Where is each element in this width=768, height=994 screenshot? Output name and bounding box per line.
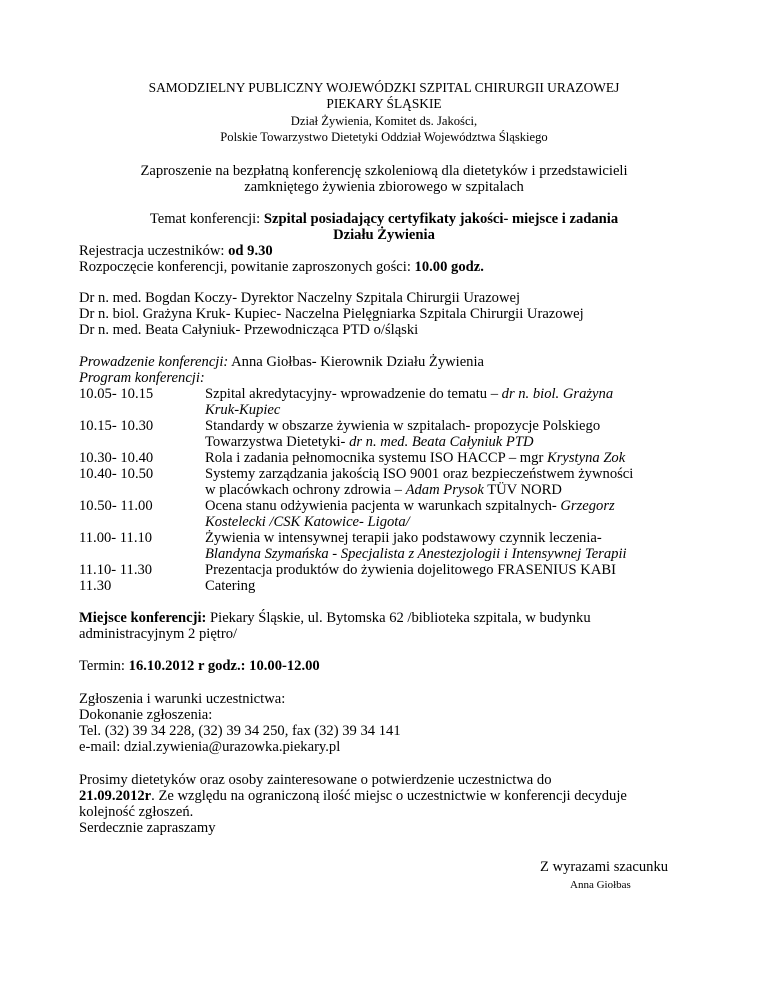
- program-time: 11.30: [79, 578, 112, 594]
- program-desc-cont: Kruk-Kupiec: [205, 402, 281, 418]
- invitation-line-2: zamkniętego żywienia zbiorowego w szpitalach: [244, 179, 524, 195]
- topic-line-2: Działu Żywienia: [333, 227, 435, 243]
- signature-name: Anna Giołbas: [570, 879, 631, 891]
- moderation-line: [79, 354, 484, 370]
- contact-subheading: Dokonanie zgłoszenia:: [79, 707, 213, 723]
- contact-email: e-mail: dzial.zywienia@urazowka.piekary.pl: [79, 739, 341, 755]
- program-time: 10.30- 10.40: [79, 450, 154, 466]
- start-line: [79, 259, 484, 275]
- invitation-line-1: Zaproszenie na bezpłatną konferencję szkoleniową dla dietetyków i przedstawicieli: [140, 163, 628, 179]
- program-desc: Catering: [205, 578, 256, 594]
- program-label: Program konferencji:: [79, 370, 205, 386]
- term-value: 16.10.2012 r godz.: 10.00-12.00: [128, 658, 320, 674]
- program-desc-cont: Towarzystwa Dietetyki- dr n. med. Beata Całyniuk PTD: [205, 434, 534, 450]
- program-desc: Żywienia w intensywnej terapii jako podstawowy czynnik leczenia-: [205, 530, 602, 546]
- contact-phone: Tel. (32) 39 34 228, (32) 39 34 250, fax (32) 39 34 141: [79, 723, 401, 739]
- closing-line-4: Serdecznie zapraszamy: [79, 820, 216, 836]
- start-label: Rozpoczęcie konferencji, powitanie zaproszonych gości:: [79, 259, 415, 275]
- term-label: Termin:: [79, 658, 129, 674]
- program-desc-cont: w placówkach ochrony zdrowia – Adam Prysok TÜV NORD: [205, 482, 562, 498]
- header-hospital-name: SAMODZIELNY PUBLICZNY WOJEWÓDZKI SZPITAL CHIRURGII URAZOWEJ: [148, 80, 620, 95]
- program-desc-cont: Kostelecki /CSK Katowice- Ligota/: [205, 514, 410, 530]
- program-time: 10.05- 10.15: [79, 386, 154, 402]
- start-value: 10.00 godz.: [414, 259, 484, 275]
- program-time: 11.10- 11.30: [79, 562, 153, 578]
- closing-line-2: 21.09.2012r. Ze względu na ograniczoną ilość miejsc o uczestnictwie w konferencji decyduje: [79, 788, 627, 804]
- program-desc: Prezentacja produktów do żywienia dojelitowego FRASENIUS KABI: [205, 562, 616, 578]
- header-city: PIEKARY ŚLĄSKIE: [326, 96, 442, 111]
- guest-line: Dr n. med. Beata Całyniuk- Przewodnicząca PTD o/śląski: [79, 322, 419, 338]
- program-time: 11.00- 11.10: [79, 530, 153, 546]
- venue-label: Miejsce konferencji:: [79, 610, 207, 626]
- deadline-date: 21.09.2012r: [79, 788, 152, 804]
- topic-line-1: [0, 211, 768, 227]
- venue-line-2: administracyjnym 2 piętro/: [79, 626, 238, 642]
- program-desc: Standardy w obszarze żywienia w szpitalach- propozycje Polskiego: [205, 418, 601, 434]
- registration-label: Rejestracja uczestników:: [79, 243, 229, 259]
- closing-line-3: kolejność zgłoszeń.: [79, 804, 194, 820]
- moderation-value: Anna Giołbas- Kierownik Działu Żywienia: [228, 354, 485, 370]
- program-time: 10.40- 10.50: [79, 466, 154, 482]
- moderation-label: Prowadzenie konferencji:: [79, 354, 229, 370]
- term-line: [79, 658, 320, 674]
- guest-line: Dr n. biol. Grażyna Kruk- Kupiec- Naczelna Pielęgniarka Szpitala Chirurgii Urazowej: [79, 306, 584, 322]
- program-time: 10.15- 10.30: [79, 418, 154, 434]
- program-desc: Rola i zadania pełnomocnika systemu ISO HACCP – mgr Krystyna Zok: [205, 450, 626, 466]
- header-society: Polskie Towarzystwo Dietetyki Oddział Województwa Śląskiego: [220, 130, 548, 144]
- program-desc: Szpital akredytacyjny- wprowadzenie do tematu – dr n. biol. Grażyna: [205, 386, 614, 402]
- program-desc-cont: Blandyna Szymańska - Specjalista z Anestezjologii i Intensywnej Terapii: [205, 546, 627, 562]
- contact-heading: Zgłoszenia i warunki uczestnictwa:: [79, 691, 286, 707]
- registration-value: od 9.30: [228, 243, 273, 259]
- program-desc: Ocena stanu odżywienia pacjenta w warunkach szpitalnych- Grzegorz: [205, 498, 615, 514]
- closing-line-1: Prosimy dietetyków oraz osoby zainteresowane o potwierdzenie uczestnictwa do: [79, 772, 552, 788]
- venue-line-1: Miejsce konferencji: Piekary Śląskie, ul. Bytomska 62 /biblioteka szpitala, w budynku: [79, 610, 591, 626]
- program-time: 10.50- 11.00: [79, 498, 153, 514]
- topic-title: Szpital posiadający certyfikaty jakości- miejsce i zadania: [263, 211, 619, 227]
- topic-label: Temat konferencji:: [149, 211, 264, 227]
- header-departments: Dział Żywienia, Komitet ds. Jakości,: [290, 114, 478, 128]
- signature-greeting: Z wyrazami szacunku: [540, 859, 669, 875]
- guest-line: Dr n. med. Bogdan Koczy- Dyrektor Naczelny Szpitala Chirurgii Urazowej: [79, 290, 521, 306]
- program-desc: Systemy zarządzania jakością ISO 9001 oraz bezpieczeństwem żywności: [205, 466, 634, 482]
- registration-line: [79, 243, 273, 259]
